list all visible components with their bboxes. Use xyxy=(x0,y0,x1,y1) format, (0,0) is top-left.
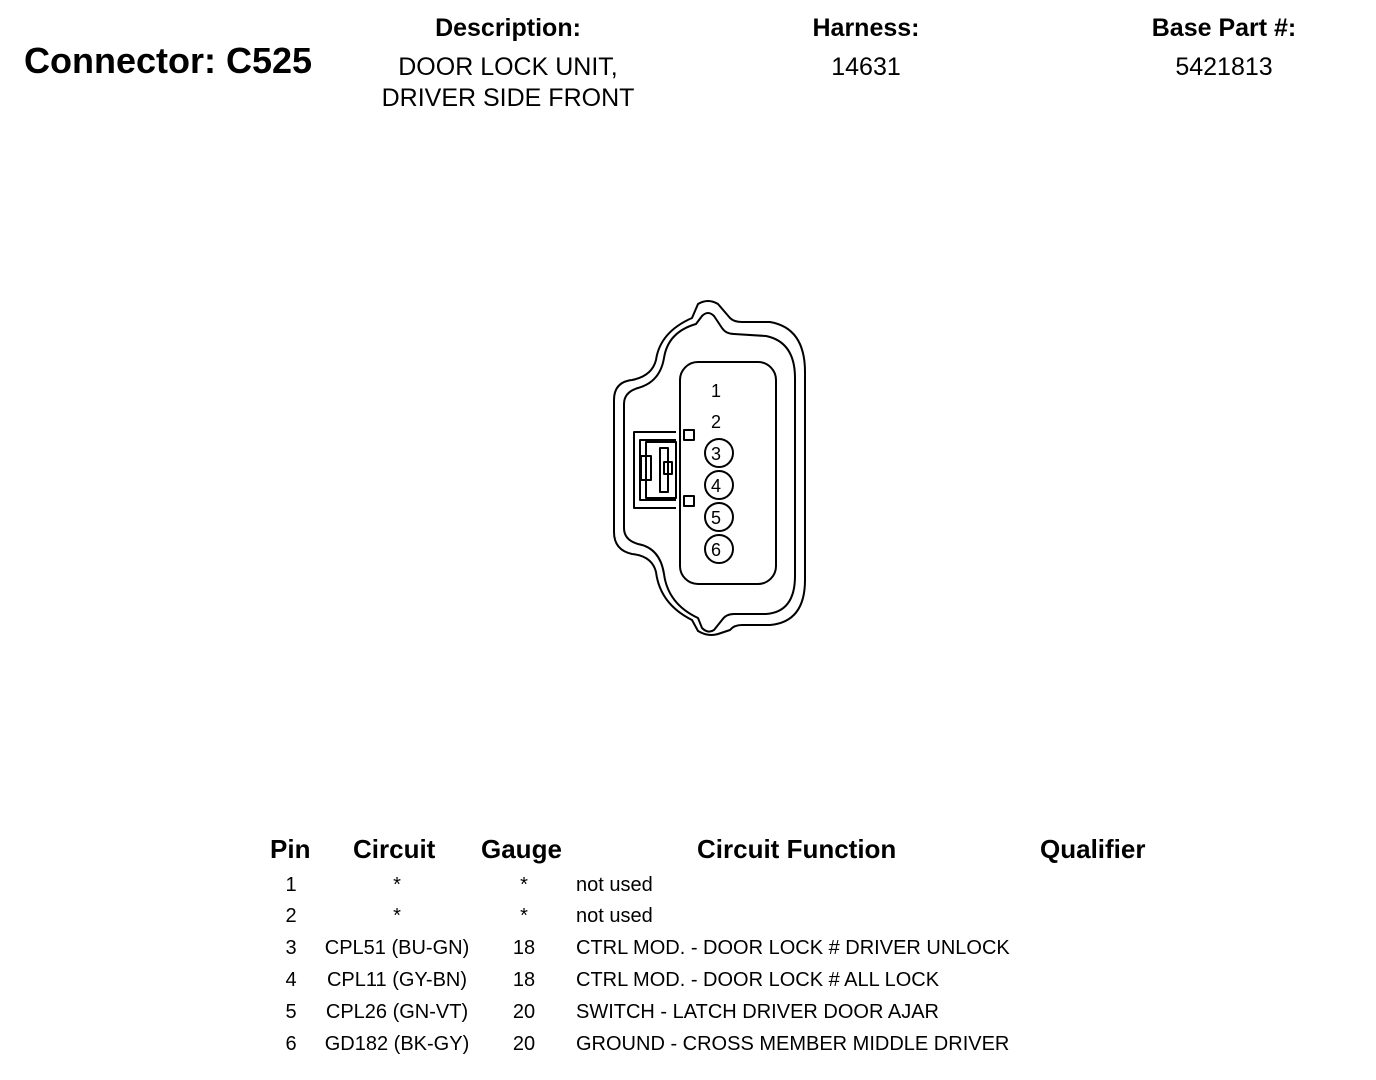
description-line-1: DOOR LOCK UNIT, xyxy=(398,53,618,81)
row-pin: 3 xyxy=(285,937,297,959)
pin-label-4: 4 xyxy=(710,476,722,496)
row-pin: 1 xyxy=(285,874,297,896)
row-gauge: 18 xyxy=(512,937,536,959)
row-circuit: CPL26 (GN-VT) xyxy=(325,1001,469,1023)
connector-title: Connector: C525 xyxy=(24,40,313,81)
pin-label-6: 6 xyxy=(710,540,722,560)
row-gauge: 18 xyxy=(512,969,536,991)
row-circuit: * xyxy=(393,905,401,927)
description-value xyxy=(338,52,678,114)
row-gauge: * xyxy=(520,905,528,927)
pin-label-5: 5 xyxy=(710,508,722,528)
row-circuit: CPL11 (GY-BN) xyxy=(326,969,468,991)
description-line-2: DRIVER SIDE FRONT xyxy=(381,84,635,112)
harness-label: Harness: xyxy=(812,14,920,42)
table-header-gauge: Gauge xyxy=(481,834,562,864)
table-header-pin: Pin xyxy=(270,834,311,864)
key-bottom xyxy=(684,496,694,506)
row-pin: 4 xyxy=(285,969,297,991)
description-label: Description: xyxy=(435,14,581,42)
connector-face-diagram xyxy=(600,295,820,640)
harness-value: 14631 xyxy=(831,53,901,81)
row-function: not used xyxy=(576,905,653,927)
row-function: SWITCH - LATCH DRIVER DOOR AJAR xyxy=(576,1001,939,1023)
row-circuit: CPL51 (BU-GN) xyxy=(324,937,470,959)
row-gauge: * xyxy=(520,874,528,896)
row-function: GROUND - CROSS MEMBER MIDDLE DRIVER xyxy=(576,1033,1010,1055)
table-header-function: Circuit Function xyxy=(697,834,897,864)
pin-label-1: 1 xyxy=(710,381,722,401)
pin-label-2: 2 xyxy=(710,412,722,432)
row-pin: 2 xyxy=(285,905,297,927)
row-gauge: 20 xyxy=(512,1001,536,1023)
base-part-value: 5421813 xyxy=(1175,53,1273,81)
row-function: CTRL MOD. - DOOR LOCK # ALL LOCK xyxy=(576,969,940,991)
pin-label-3: 3 xyxy=(710,444,722,464)
table-header-circuit: Circuit xyxy=(353,834,436,864)
row-function: not used xyxy=(576,874,653,896)
row-circuit: GD182 (BK-GY) xyxy=(324,1033,470,1055)
row-function: CTRL MOD. - DOOR LOCK # DRIVER UNLOCK xyxy=(576,937,1010,959)
row-gauge: 20 xyxy=(512,1033,536,1055)
key-top xyxy=(684,430,694,440)
row-circuit: * xyxy=(393,874,401,896)
row-pin: 5 xyxy=(285,1001,297,1023)
row-pin: 6 xyxy=(285,1033,297,1055)
table-header-qualifier: Qualifier xyxy=(1040,834,1146,864)
base-part-label: Base Part #: xyxy=(1151,14,1297,42)
